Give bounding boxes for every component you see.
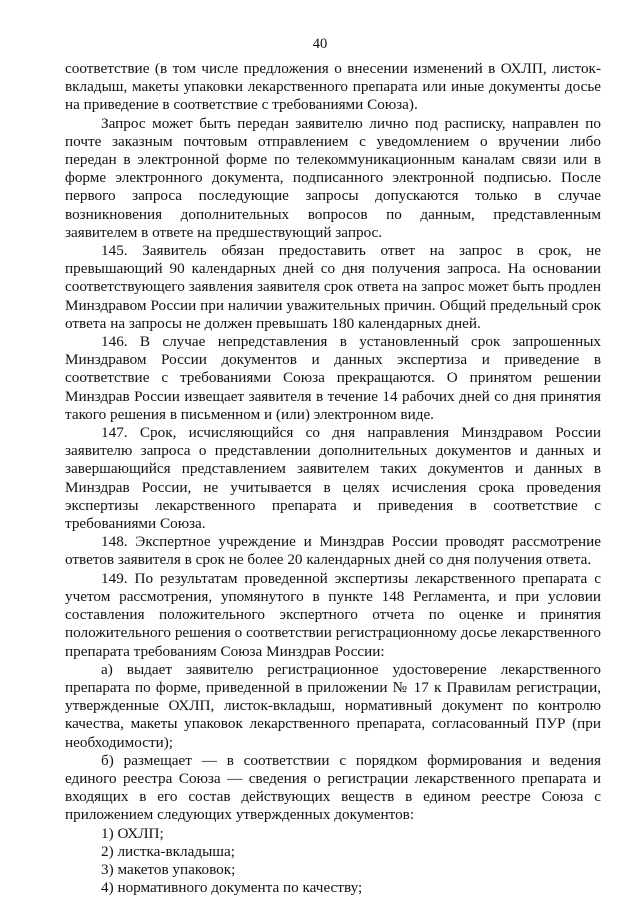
list-item: 2) листка-вкладыша; [101, 842, 235, 860]
list-item: 1) ОХЛП; [101, 824, 164, 842]
list-item: 4) нормативного документа по качеству; [101, 879, 363, 897]
list-item: 3) макетов упаковок; [101, 860, 236, 878]
paragraph-continuation: соответствие (в том числе предложения о внесении изменений в ОХЛП, листок-вкладыш, макеты упаковки лекарственного препарата или иные документы досье на приведение в соответствие с требованиями Союза). [65, 60, 601, 114]
paragraph-149-b: б) размещает — в соответствии с порядком формирования и ведения единого реестра Союза — сведения о регистрации лекарственного препарата и входящих в его состав действующих веществ в едином реестре Союза с приложением следующих утвержденных документов: [65, 751, 601, 824]
paragraph-145: 145. Заявитель обязан предоставить ответ на запрос в срок, не превышающий 90 календарных дней со дня получения запроса. На основании соответствующего заявления заявителя срок ответа на запрос может быть продлен Минздравом России при наличии уважительных причин. Общий предельный срок ответа на запросы не должен превышать 180 календарных дней. [65, 242, 601, 332]
document-body [65, 60, 601, 897]
page-number: 40 [312, 36, 328, 52]
paragraph-148: 148. Экспертное учреждение и Минздрав России проводят рассмотрение ответов заявителя в срок не более 20 календарных дней со дня получения ответа. [65, 533, 601, 569]
paragraph-149: 149. По результатам проведенной экспертизы лекарственного препарата с учетом рассмотрения, упомянутого в пункте 148 Регламента, и при условии составления положительного экспертного отчета по оценке и принятия положительного решения о соответствии регистрационному досье лекарственного препарата требованиям Союза Минздрав России: [65, 569, 601, 660]
paragraph-request-delivery: Запрос может быть передан заявителю лично под расписку, направлен по почте заказным почтовым отправлением с уведомлением о вручении либо передан в электронной форме по телекоммуникационным каналам связи или в форме электронного документа, подписанного электронной подписью. После первого запроса последующие запросы допускаются только в случае возникновения дополнительных вопросов по данным, представленным заявителем в ответе на предшествующий запрос. [65, 114, 601, 241]
paragraph-147: 147. Срок, исчисляющийся со дня направления Минздравом России заявителю запроса о представлении дополнительных документов и данных и завершающийся представлением заявителем таких документов и данных в Минздрав России, не учитывается в целях исчисления срока проведения экспертизы лекарственного препарата и приведения в соответствие с требованиями Союза. [65, 424, 601, 533]
paragraph-146: 146. В случае непредставления в установленный срок запрошенных Минздравом России документов и данных экспертиза и приведение в соответствие с требованиями Союза прекращаются. О принятом решении Минздрав России извещает заявителя в течение 14 рабочих дней со дня принятия такого решения в письменном и (или) электронном виде. [65, 333, 601, 423]
paragraph-149-a: а) выдает заявителю регистрационное удостоверение лекарственного препарата по форме, приведенной в приложении № 17 к Правилам регистрации, утвержденные ОХЛП, листок-вкладыш, нормативный документ по контролю качества, макеты упаковок лекарственного препарата, согласованный ПУР (при необходимости); [65, 660, 601, 751]
